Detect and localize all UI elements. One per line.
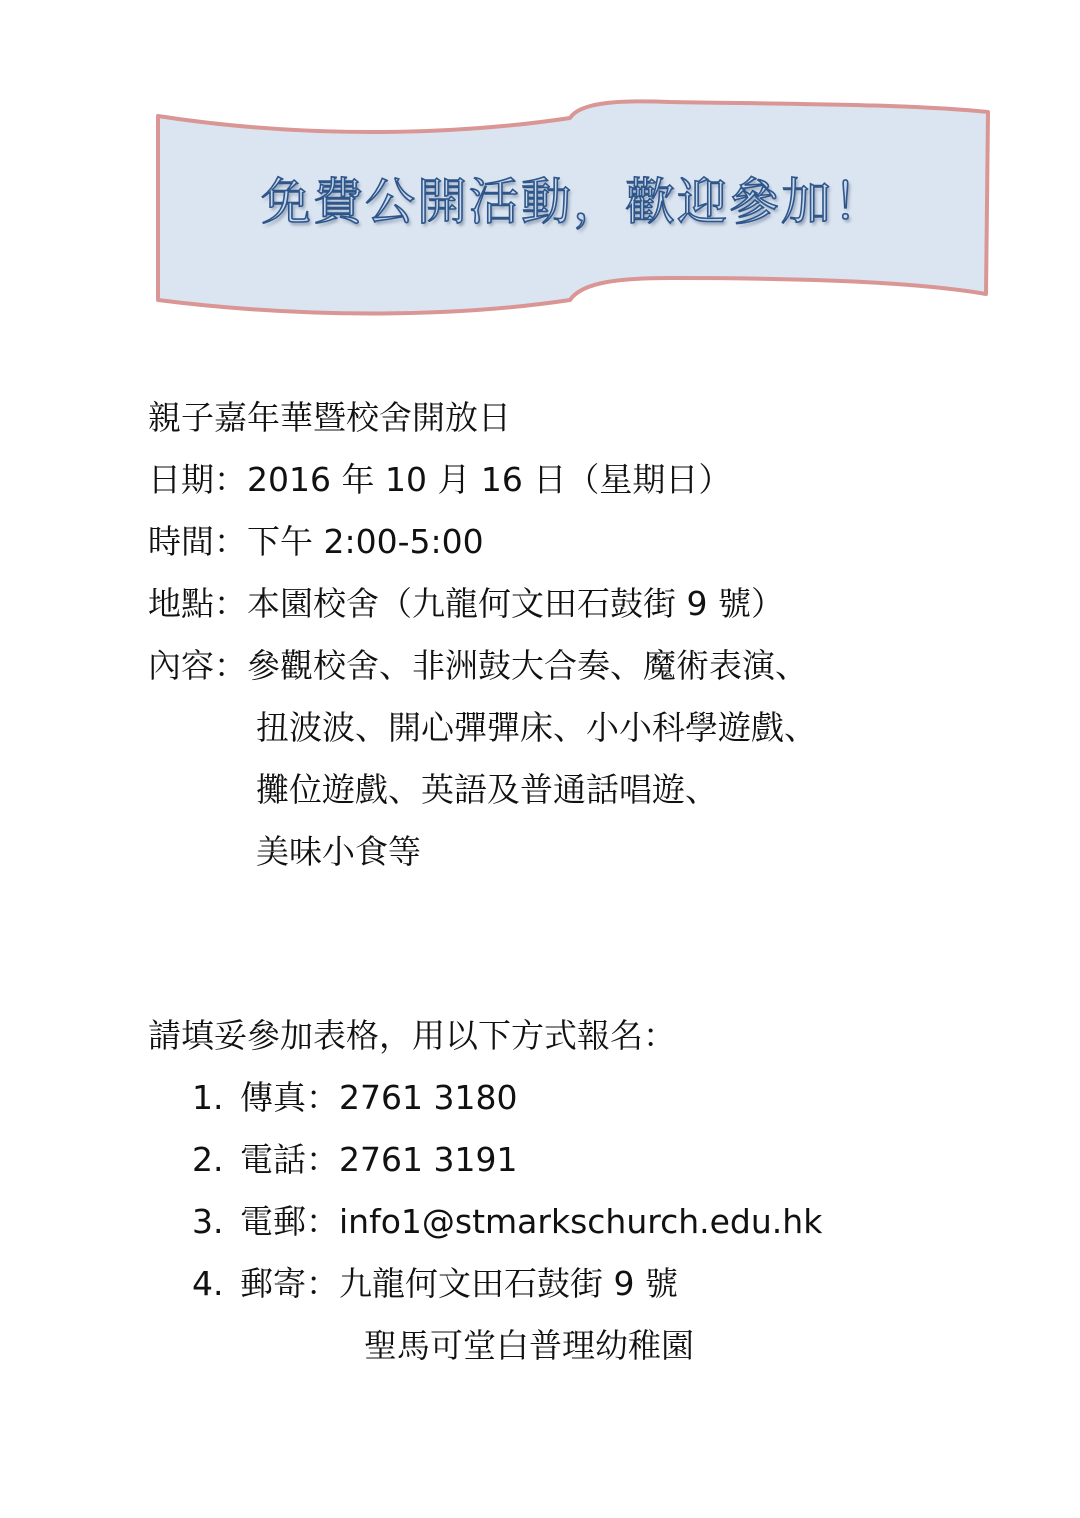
list-number: 4. [192,1264,224,1303]
registration-method-phone [192,1140,517,1180]
time-value: 下午 2:00-5:00 [247,522,484,561]
event-content-row [148,646,808,686]
list-number: 3. [192,1202,224,1241]
venue-value: 本園校舍（九龍何文田石鼓街 9 號） [247,584,784,623]
content-line: 扭波波、開心彈彈床、小小科學遊戲、 [256,708,817,747]
content-line: 美味小食等 [256,832,421,871]
mail-address: 九龍何文田石鼓街 9 號 [339,1264,678,1303]
registration-method-mail [192,1264,678,1304]
method-label: 傳真： [240,1078,339,1117]
content-line: 參觀校舍、非洲鼓大合奏、魔術表演、 [247,646,808,685]
registration-intro: 請填妥參加表格，用以下方式報名： [148,1016,676,1055]
method-label: 電郵： [240,1202,339,1241]
event-date-row [148,460,731,500]
venue-label: 地點： [148,584,247,623]
event-time-row [148,522,484,562]
event-name: 親子嘉年華暨校舍開放日 [148,398,511,437]
list-number: 2. [192,1140,224,1179]
title-banner [150,96,996,322]
list-number: 1. [192,1078,224,1117]
fax-number: 2761 3180 [339,1078,518,1117]
method-label: 郵寄： [240,1264,339,1303]
banner-title: 免費公開活動，歡迎參加！ [261,173,885,231]
mail-recipient: 聖馬可堂白普理幼稚園 [364,1326,694,1365]
method-label: 電話： [240,1140,339,1179]
date-label: 日期： [148,460,247,499]
content-label: 內容： [148,646,247,685]
registration-method-fax [192,1078,517,1118]
event-venue-row [148,584,784,624]
phone-number: 2761 3191 [339,1140,518,1179]
registration-method-email [192,1202,822,1242]
email-address: info1@stmarkschurch.edu.hk [339,1202,823,1241]
content-line: 攤位遊戲、英語及普通話唱遊、 [256,770,718,809]
time-label: 時間： [148,522,247,561]
date-value: 2016 年 10 月 16 日（星期日） [247,460,732,499]
